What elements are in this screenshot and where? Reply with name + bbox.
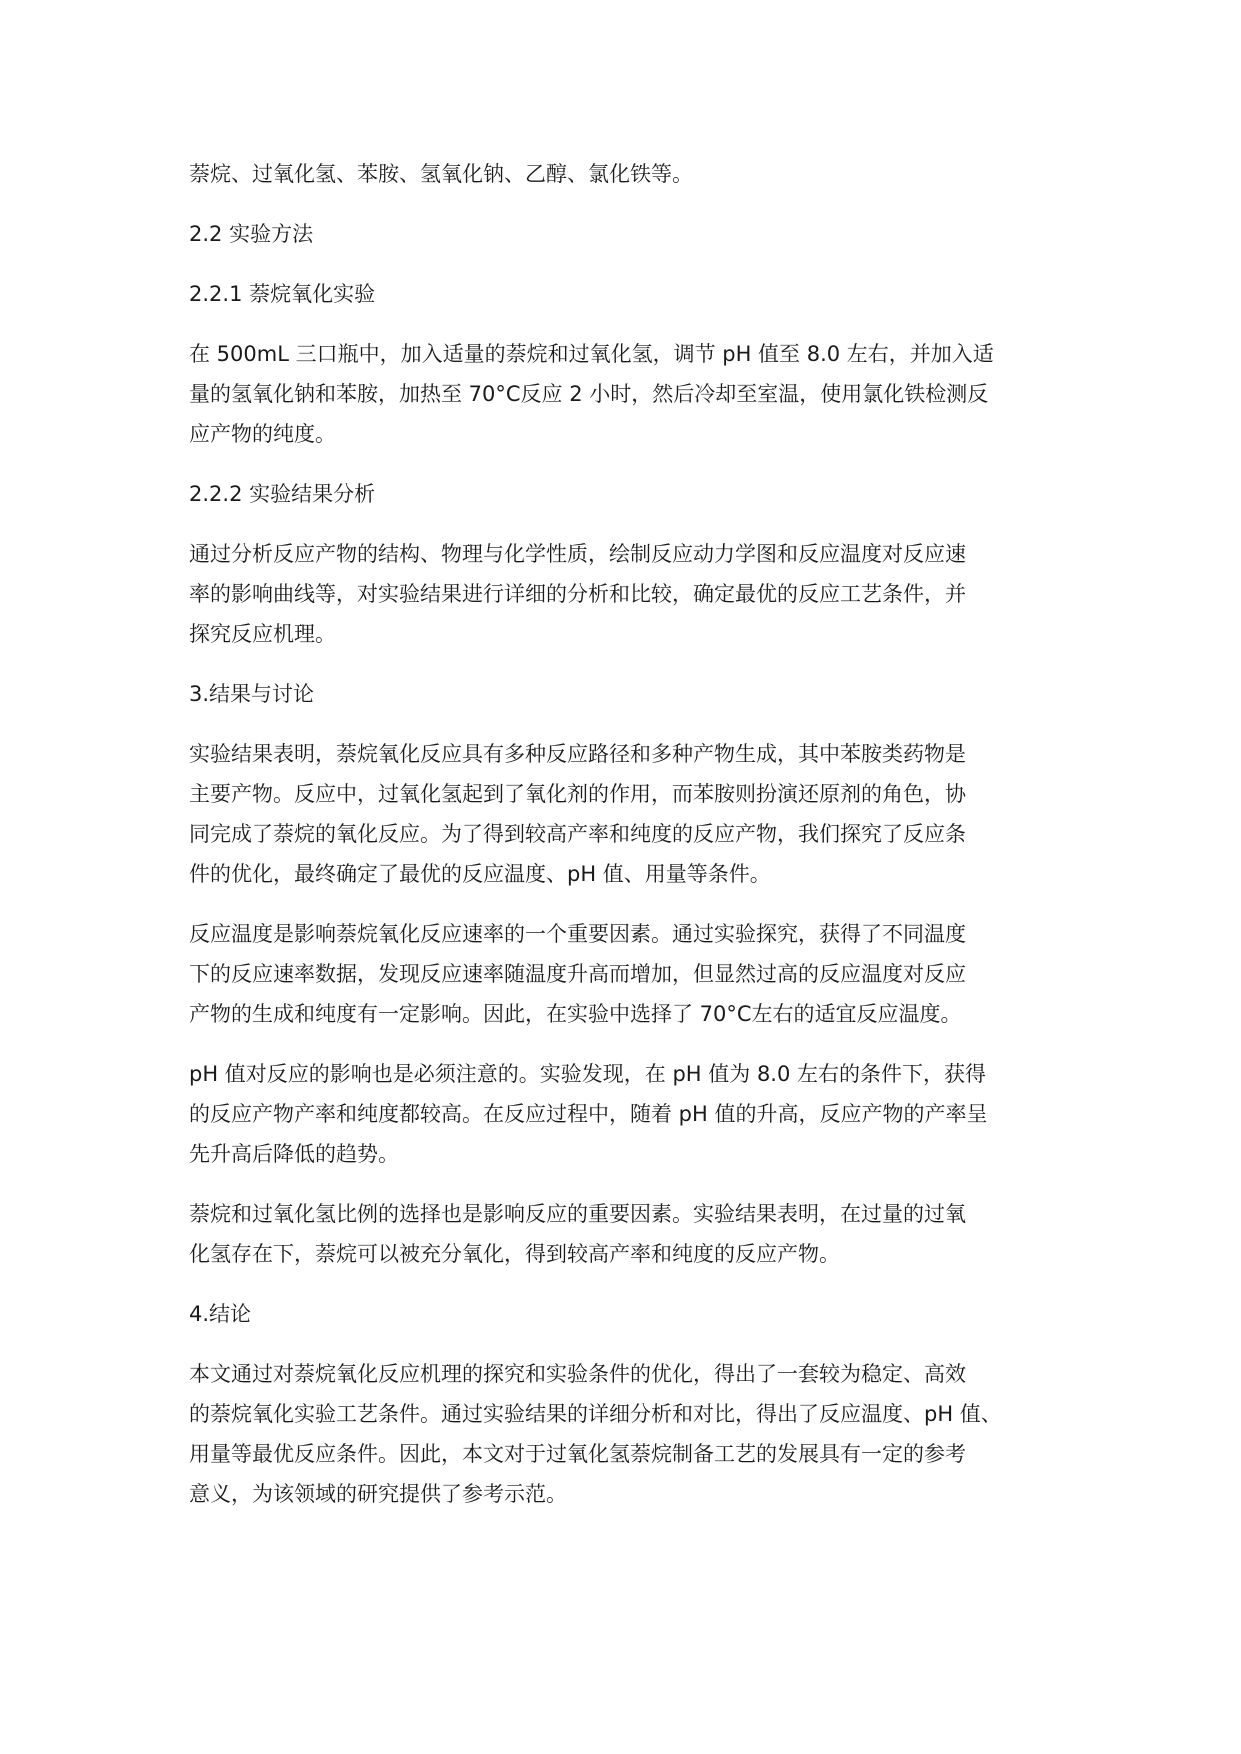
text-line: 化氢存在下，萘烷可以被充分氧化，得到较高产率和纯度的反应产物。 — [189, 1242, 840, 1266]
text-line: 用量等最优反应条件。因此，本文对于过氧化氢萘烷制备工艺的发展具有一定的参考 — [189, 1442, 966, 1466]
text-line: pH 值对反应的影响也是必须注意的。实验发现，在 pH 值为 8.0 左右的条件下，获得 — [189, 1062, 987, 1086]
text-line: 先升高后降低的趋势。 — [189, 1142, 399, 1166]
text-line: 本文通过对萘烷氧化反应机理的探究和实验条件的优化，得出了一套较为稳定、高效 — [189, 1362, 966, 1386]
text-line: 件的优化，最终确定了最优的反应温度、pH 值、用量等条件。 — [189, 862, 771, 886]
text-line: 量的氢氧化钠和苯胺，加热至 70°C反应 2 小时，然后冷却至室温，使用氯化铁检测反 — [189, 382, 989, 406]
section-heading — [189, 1294, 1069, 1334]
text-line: 在 500mL 三口瓶中，加入适量的萘烷和过氧化氢，调节 pH 值至 8.0 左右，并加入适 — [189, 342, 994, 366]
paragraph — [189, 1354, 1069, 1514]
text-line: 主要产物。反应中，过氧化氢起到了氧化剂的作用，而苯胺则扮演还原剂的角色，协 — [189, 782, 966, 806]
text-line: 通过分析反应产物的结构、物理与化学性质，绘制反应动力学图和反应温度对反应速 — [189, 542, 966, 566]
text-line: 探究反应机理。 — [189, 622, 336, 646]
paragraph — [189, 914, 1069, 1034]
text-line: 率的影响曲线等，对实验结果进行详细的分析和比较，确定最优的反应工艺条件，并 — [189, 582, 966, 606]
text-line: 下的反应速率数据，发现反应速率随温度升高而增加，但显然过高的反应温度对反应 — [189, 962, 966, 986]
paragraph — [189, 1054, 1069, 1174]
text-line: 的反应产物产率和纯度都较高。在反应过程中，随着 pH 值的升高，反应产物的产率呈 — [189, 1102, 988, 1126]
paragraph — [189, 1194, 1069, 1274]
section-heading — [189, 474, 1069, 514]
text-line: 应产物的纯度。 — [189, 422, 336, 446]
paragraph — [189, 734, 1069, 894]
text-line: 实验结果表明，萘烷氧化反应具有多种反应路径和多种产物生成，其中苯胺类药物是 — [189, 742, 966, 766]
section-heading — [189, 214, 1069, 254]
text-line: 2.2 实验方法 — [189, 222, 314, 246]
text-line: 2.2.1 萘烷氧化实验 — [189, 282, 376, 306]
text-line: 4.结论 — [189, 1302, 252, 1326]
text-line: 同完成了萘烷的氧化反应。为了得到较高产率和纯度的反应产物，我们探究了反应条 — [189, 822, 966, 846]
text-line: 萘烷、过氧化氢、苯胺、氢氧化钠、乙醇、氯化铁等。 — [189, 162, 693, 186]
text-line: 意义，为该领域的研究提供了参考示范。 — [189, 1482, 567, 1506]
text-line: 的萘烷氧化实验工艺条件。通过实验结果的详细分析和对比，得出了反应温度、pH 值、 — [189, 1402, 1002, 1426]
text-line: 3.结果与讨论 — [189, 682, 315, 706]
section-heading — [189, 674, 1069, 714]
paragraph — [189, 534, 1069, 654]
text-line: 反应温度是影响萘烷氧化反应速率的一个重要因素。通过实验探究，获得了不同温度 — [189, 922, 966, 946]
paragraph — [189, 154, 1069, 194]
document-body — [189, 154, 1069, 1534]
text-line: 产物的生成和纯度有一定影响。因此，在实验中选择了 70°C左右的适宜反应温度。 — [189, 1002, 962, 1026]
section-heading — [189, 274, 1069, 314]
text-line: 2.2.2 实验结果分析 — [189, 482, 376, 506]
text-line: 萘烷和过氧化氢比例的选择也是影响反应的重要因素。实验结果表明，在过量的过氧 — [189, 1202, 966, 1226]
paragraph — [189, 334, 1069, 454]
